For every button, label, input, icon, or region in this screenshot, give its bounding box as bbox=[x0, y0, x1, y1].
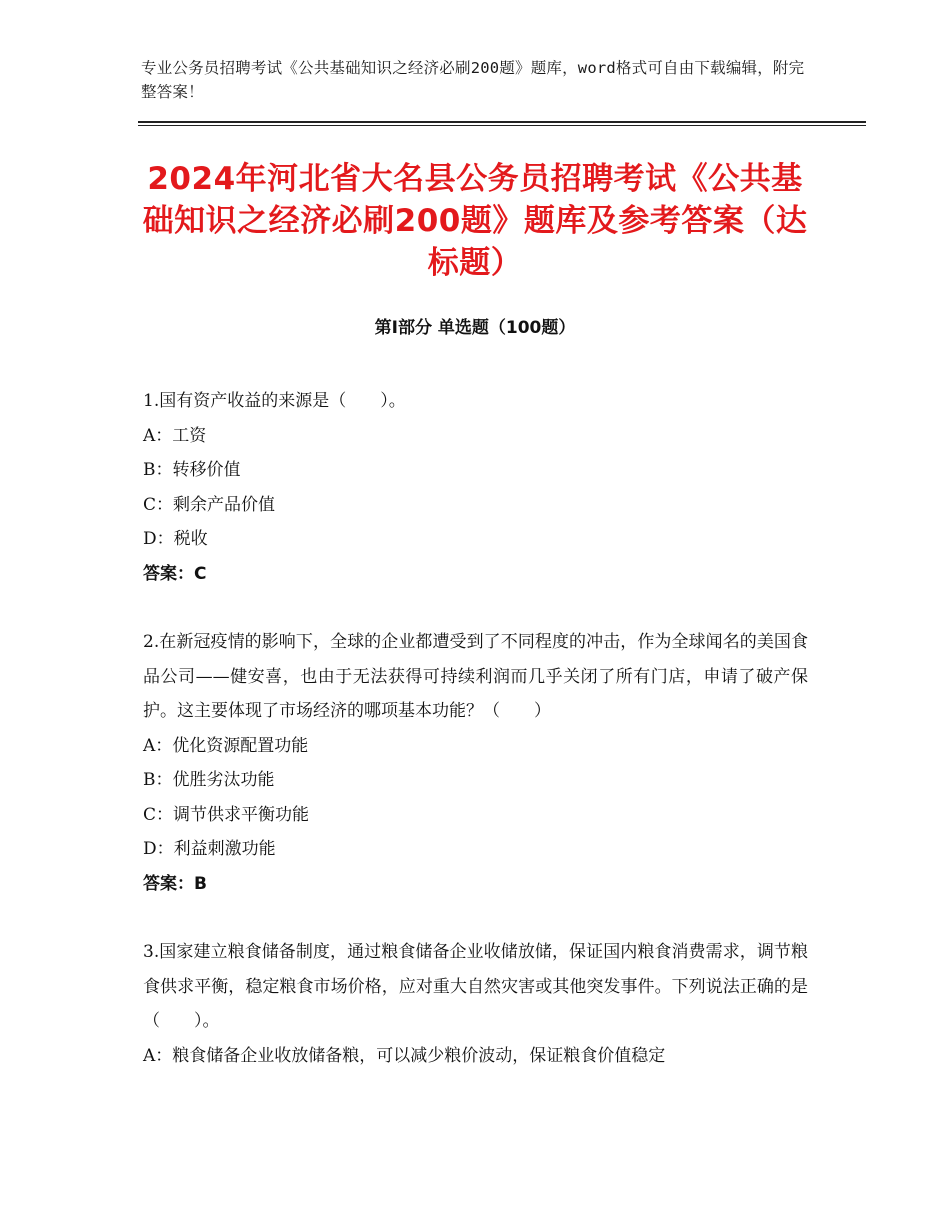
section-title: 第Ⅰ部分 单选题（100题） bbox=[374, 318, 576, 338]
header-rule-thin bbox=[138, 125, 866, 126]
answer: 答案：B bbox=[143, 873, 207, 894]
question-list bbox=[143, 384, 808, 1107]
question-stem: 3.国家建立粮食储备制度，通过粮食储备企业收储放储，保证国内粮食消费需求，调节粮食供求平衡，稳定粮食市场价格，应对重大自然灾害或其他突发事件。下列说法正确的是（ ）。 bbox=[143, 942, 808, 1031]
option-c: C：剩余产品价值 bbox=[143, 494, 276, 515]
option-d: D：税收 bbox=[143, 529, 208, 549]
header-rule bbox=[138, 121, 866, 123]
option-b: B：优胜劣汰功能 bbox=[143, 770, 275, 790]
option-a: A：优化资源配置功能 bbox=[143, 735, 309, 756]
question-stem: 1.国有资产收益的来源是（ ）。 bbox=[143, 391, 406, 411]
answer: 答案：C bbox=[143, 563, 207, 584]
option-d: D：利益刺激功能 bbox=[143, 839, 276, 859]
document-title: 2024年河北省大名县公务员招聘考试《公共基础知识之经济必刷200题》题库及参考答案（达标题） bbox=[142, 161, 808, 281]
option-a: A：工资 bbox=[143, 425, 207, 446]
question-stem: 2.在新冠疫情的影响下，全球的企业都遭受到了不同程度的冲击，作为全球闻名的美国食品公司——健安喜，也由于无法获得可持续利润而几乎关闭了所有门店，申请了破产保护。这主要体现了市场经济的哪项基本功能？（ ） bbox=[143, 632, 808, 721]
question-2 bbox=[143, 625, 808, 901]
question-3 bbox=[143, 935, 808, 1073]
question-1 bbox=[143, 384, 808, 591]
header-note: 专业公务员招聘考试《公共基础知识之经济必刷200题》题库，word格式可自由下载编辑，附完整答案！ bbox=[141, 59, 805, 101]
option-b: B：转移价值 bbox=[143, 460, 241, 480]
option-a: A：粮食储备企业收放储备粮，可以减少粮价波动，保证粮食价值稳定 bbox=[143, 1045, 666, 1066]
option-c: C：调节供求平衡功能 bbox=[143, 804, 310, 825]
